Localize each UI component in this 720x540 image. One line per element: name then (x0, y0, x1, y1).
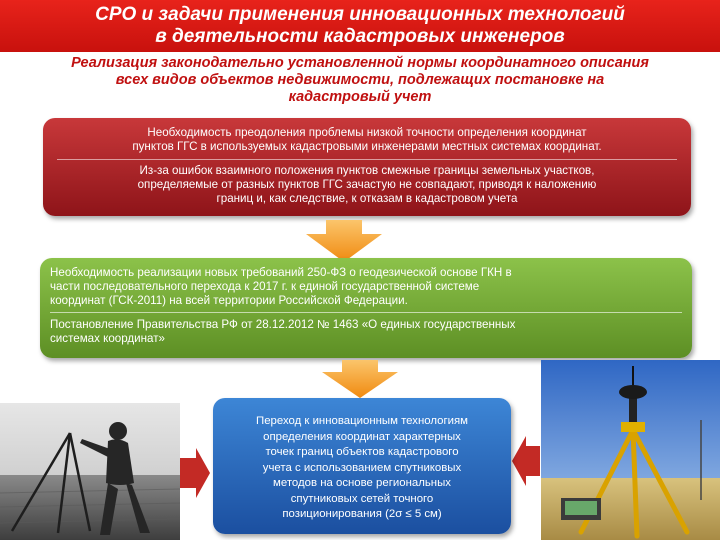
problem-divider (57, 159, 677, 160)
subtitle-line-3: кадастровый учет (288, 89, 432, 105)
requirements-line-4: Постановление Правительства РФ от 28.12.2012 № 1463 «О единых государственных (50, 318, 516, 331)
surveyor-field-photo (0, 403, 180, 540)
problem-line-3: Из-за ошибок взаимного положения пунктов смежные границы земельных участков, (139, 164, 595, 177)
problem-line-5: границ и, как следствие, к отказам в кадастровом учета (216, 192, 518, 205)
down-arrow-icon (306, 220, 382, 262)
innovation-line-3: точек границ объектов кадастрового (265, 446, 459, 458)
innovation-line-6: спутниковых сетей точного (290, 492, 434, 505)
innovation-box (213, 398, 511, 534)
innovation-line-5: методов на основе региональных (273, 477, 451, 489)
subtitle-line-2: всех видов объектов недвижимости, подлежащих постановке на (115, 72, 605, 88)
innovation-line-2: определения координат характерных (263, 430, 461, 443)
innovation-line-1: Переход к инновационным технологиям (256, 415, 468, 427)
slide-subtitle (0, 55, 720, 106)
title-line-1: СРО и задачи применения инновационных технологий (95, 4, 625, 25)
innovation-line-4: учета с использованием спутниковых (262, 461, 462, 474)
title-line-2: в деятельности кадастровых инженеров (155, 26, 565, 47)
innovation-line-7: позиционирования (2σ ≤ 5 см) (282, 508, 442, 520)
left-arrow-icon (512, 436, 540, 486)
gnss-receiver-photo (541, 360, 720, 540)
subtitle-line-1: Реализация законодательно установленной нормы координатного описания (71, 55, 649, 71)
problem-line-4: определяемые от разных пунктов ГГС зачастую не совпадают, приводя к наложению (137, 178, 597, 191)
problem-line-1: Необходимость преодоления проблемы низкой точности определения координат (147, 126, 587, 139)
requirements-line-5: системах координат» (50, 332, 166, 345)
requirements-line-1: Необходимость реализации новых требований 250-ФЗ о геодезической основе ГКН в (50, 266, 512, 279)
slide-title (0, 0, 720, 52)
requirements-line-3: координат (ГСК-2011) на всей территории Российской Федерации. (50, 294, 408, 307)
down-arrow-icon (322, 360, 398, 398)
right-arrow-icon (180, 448, 210, 498)
requirements-divider (50, 312, 682, 313)
problem-box (43, 118, 691, 216)
requirements-line-2: части последовательного перехода к 2017 г. к единой государственной системе (50, 280, 480, 293)
problem-line-2: пунктов ГГС в используемых кадастровыми инженерами местных системах координат. (132, 140, 602, 153)
requirements-box (40, 258, 692, 358)
